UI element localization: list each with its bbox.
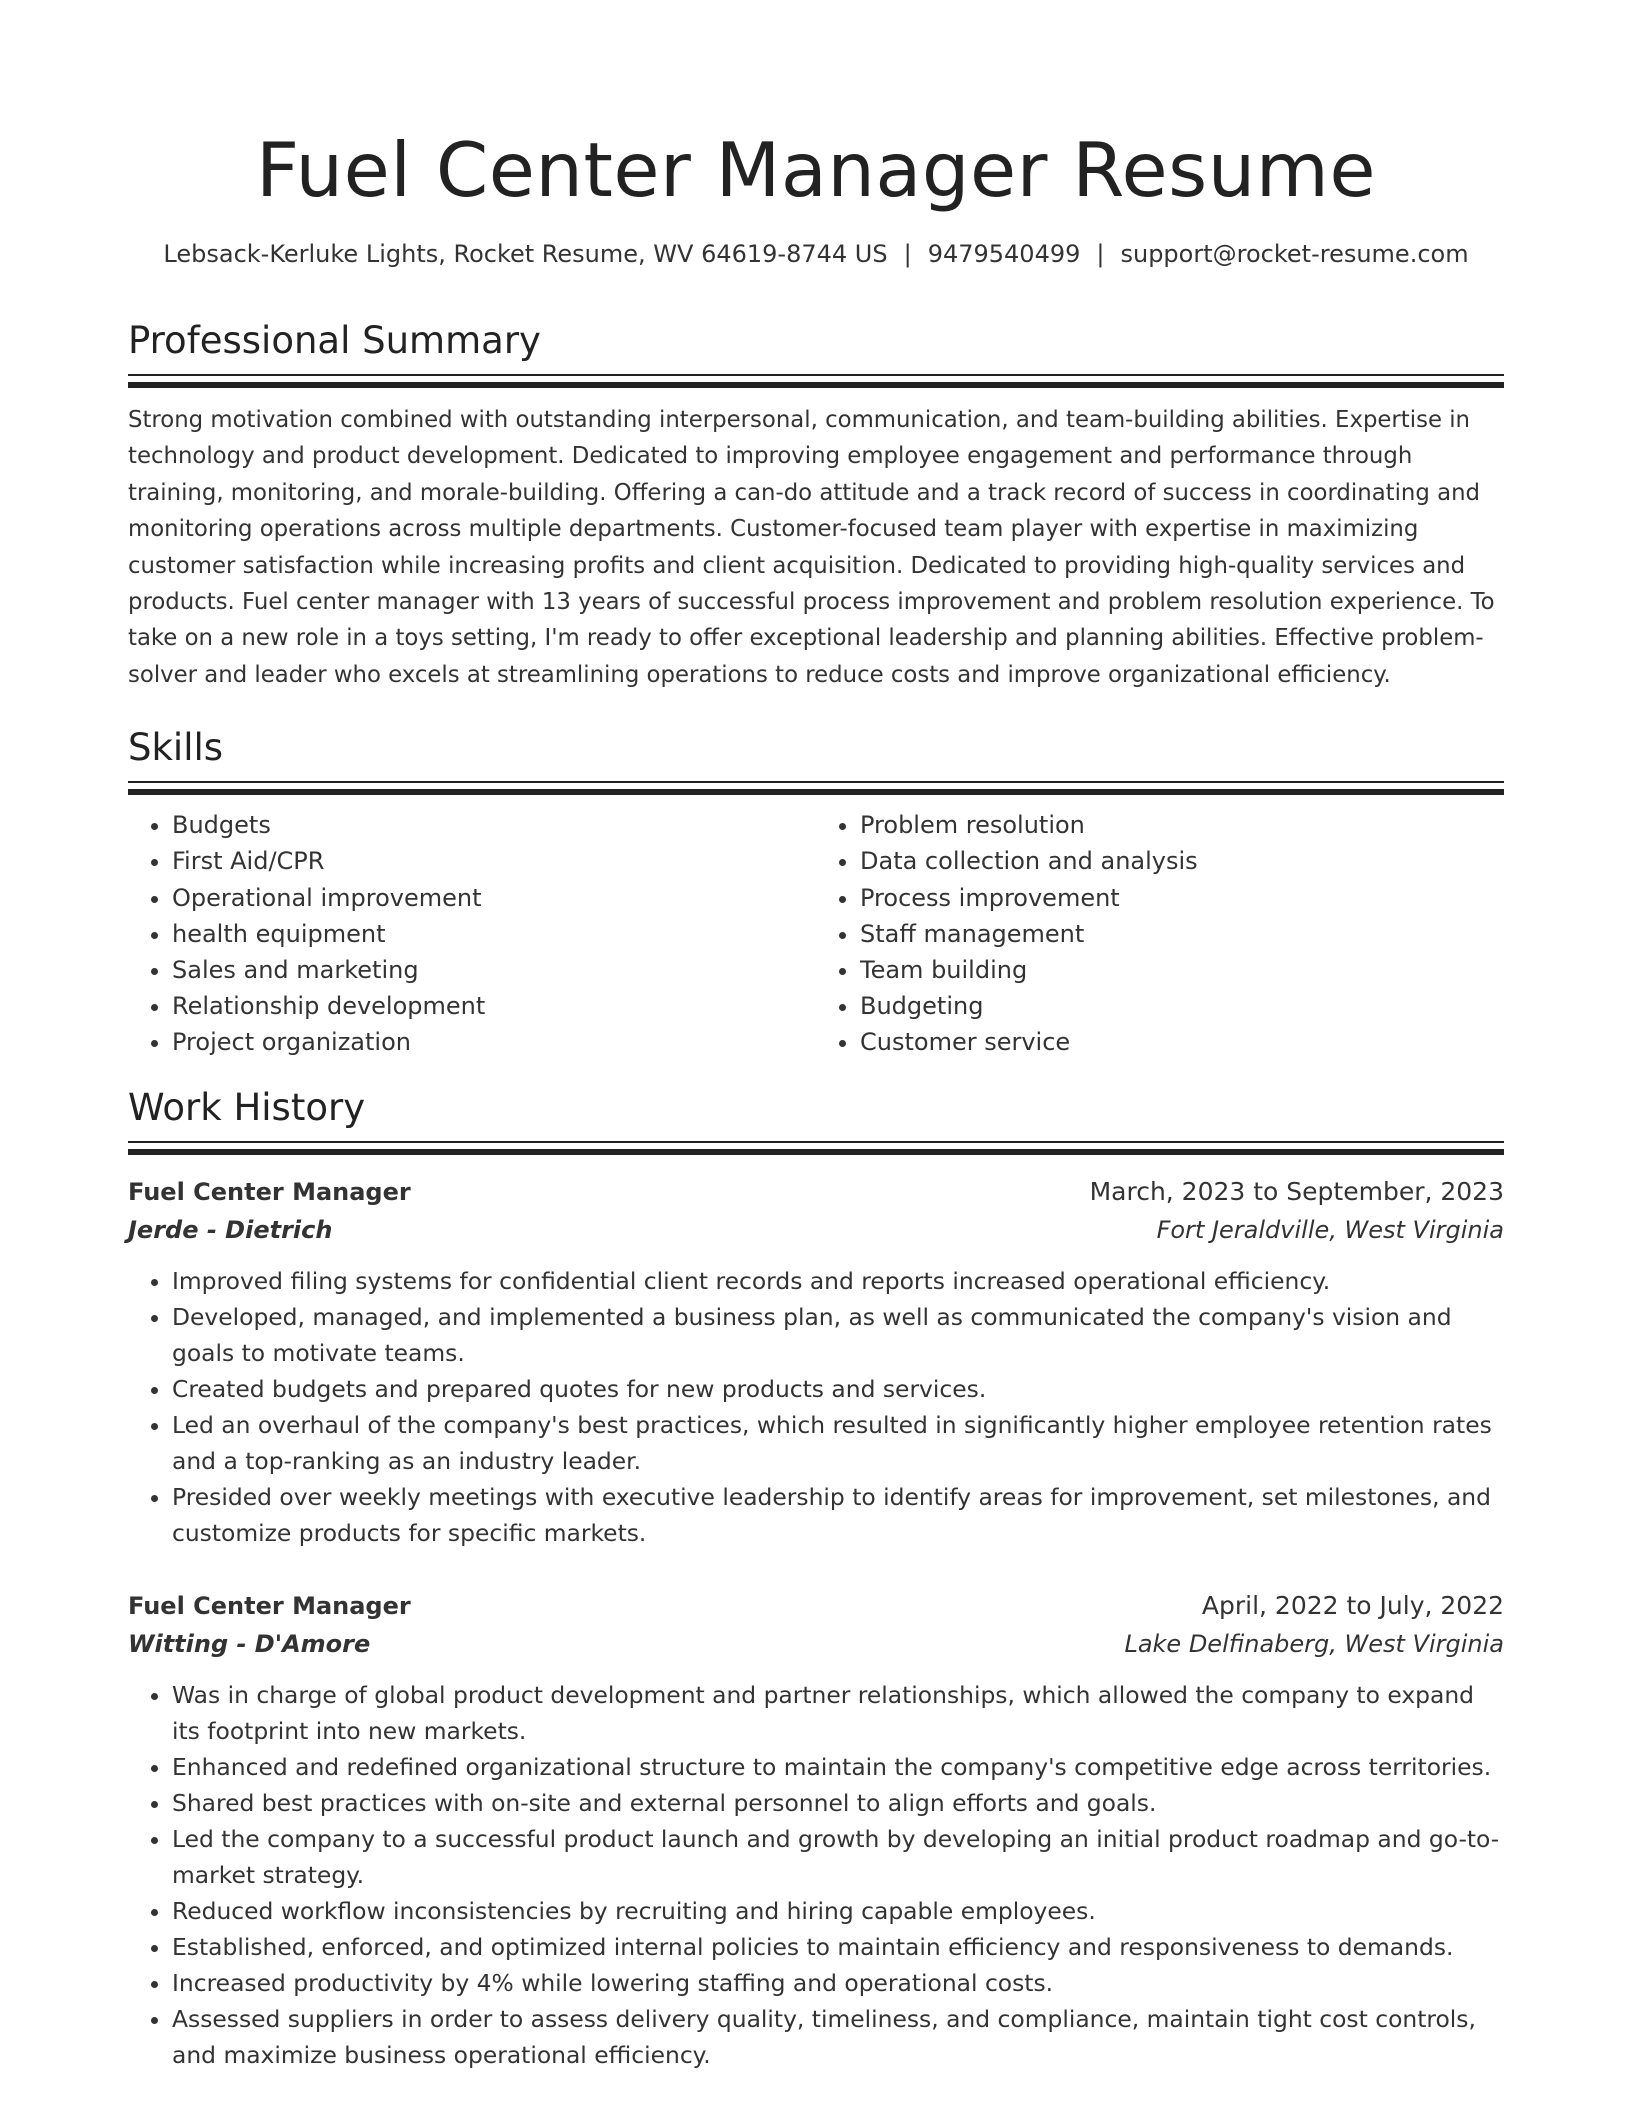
work-history-section [128, 1085, 1504, 2073]
job-bullet: • Assessed suppliers in order to assess delivery quality, timeliness, and compliance, maintain tight cost controls, and maximize business operational efficiency. [172, 2001, 1504, 2073]
job-location: Fort Jeraldville, West Virginia [1156, 1215, 1504, 1244]
job-bullet: • Was in charge of global product development and partner relationships, which allowed the company to expand its footprint into new markets. [172, 1677, 1504, 1749]
job-title: Fuel Center Manager [128, 1591, 411, 1620]
section-heading-summary: Professional Summary [128, 319, 541, 362]
section-heading-work: Work History [128, 1085, 366, 1129]
resume-page [128, 0, 1504, 2073]
job-subheader [128, 1625, 1504, 1663]
skills-columns [128, 807, 1504, 1060]
job-subheader [128, 1211, 1504, 1249]
skill-item: • Data collection and analysis [860, 843, 1504, 879]
job-company: Witting - D'Amore [128, 1629, 371, 1658]
skill-item: • Budgets [172, 807, 816, 843]
job-title: Fuel Center Manager [128, 1177, 411, 1206]
skill-item: • Sales and marketing [172, 952, 816, 988]
job-bullet: • Improved filing systems for confidential client records and reports increased operational efficiency. [172, 1263, 1504, 1299]
contact-separator: | [1096, 240, 1105, 268]
skills-section [128, 725, 1504, 1060]
section-divider [128, 781, 1504, 795]
professional-summary-section [128, 318, 1504, 693]
skill-item: • Problem resolution [860, 807, 1504, 843]
contact-line [128, 238, 1504, 270]
contact-address: Lebsack-Kerluke Lights, Rocket Resume, WV 64619-8744 US [163, 240, 888, 268]
job-bullets [128, 1263, 1504, 1551]
job-header [128, 1173, 1504, 1211]
job-bullet: • Established, enforced, and optimized internal policies to maintain efficiency and responsiveness to demands. [172, 1929, 1504, 1965]
contact-separator: | [903, 240, 912, 268]
contact-phone: 9479540499 [927, 240, 1081, 268]
job-dates: March, 2023 to September, 2023 [1089, 1176, 1504, 1206]
job-bullet: • Increased productivity by 4% while lowering staffing and operational costs. [172, 1965, 1504, 2001]
page-title: Fuel Center Manager Resume [256, 126, 1376, 214]
skill-item: • Process improvement [860, 880, 1504, 916]
job-bullet: • Developed, managed, and implemented a business plan, as well as communicated the company's vision and goals to motivate teams. [172, 1299, 1504, 1371]
job-entry [128, 1587, 1504, 2073]
job-bullet: • Led an overhaul of the company's best practices, which resulted in significantly higher employee retention rates and a top-ranking as an industry leader. [172, 1407, 1504, 1479]
skill-item: • Relationship development [172, 988, 816, 1024]
skill-item: • Project organization [172, 1024, 816, 1060]
job-bullet: • Enhanced and redefined organizational structure to maintain the company's competitive edge across territories. [172, 1749, 1504, 1785]
job-entry [128, 1173, 1504, 1551]
contact-email[interactable]: support@rocket-resume.com [1120, 240, 1469, 268]
skill-item: • Staff management [860, 916, 1504, 952]
job-location: Lake Delfinaberg, West Virginia [1124, 1629, 1504, 1658]
job-bullet: • Created budgets and prepared quotes for new products and services. [172, 1371, 1504, 1407]
job-header [128, 1587, 1504, 1625]
skill-item: • Customer service [860, 1024, 1504, 1060]
section-divider [128, 374, 1504, 388]
job-bullet: • Presided over weekly meetings with executive leadership to identify areas for improvement, set milestones, and customize products for specific markets. [172, 1479, 1504, 1551]
skill-item: • health equipment [172, 916, 816, 952]
job-company: Jerde - Dietrich [128, 1215, 333, 1244]
skills-list-right [816, 807, 1504, 1060]
skill-item: • Budgeting [860, 988, 1504, 1024]
section-heading-skills: Skills [128, 726, 224, 770]
summary-text: Strong motivation combined with outstanding interpersonal, communication, and team-building abilities. Expertise in technology and product development. Dedicated to improving employee engagement and performance through training, monitoring, and morale-building. Offering a can-do attitude and a track record of success in coordinating and monitoring operations across multiple departments. Customer-focused team player with expertise in maximizing customer satisfaction while increasing profits and client acquisition. Dedicated to providing high-quality services and products. Fuel center manager with 13 years of successful process improvement and problem resolution experience. To take on a new role in a toys setting, I'm ready to offer exceptional leadership and planning abilities. Effective problem-solver and leader who excels at streamlining operations to reduce costs and improve organizational efficiency. [128, 407, 1495, 688]
job-bullet: • Led the company to a successful product launch and growth by developing an initial product roadmap and go-to-market strategy. [172, 1821, 1504, 1893]
job-bullet: • Shared best practices with on-site and external personnel to align efforts and goals. [172, 1785, 1504, 1821]
skill-item: • Operational improvement [172, 880, 816, 916]
skills-list-left [128, 807, 816, 1060]
job-bullets [128, 1677, 1504, 2073]
job-dates: April, 2022 to July, 2022 [1201, 1590, 1504, 1620]
section-divider [128, 1141, 1504, 1155]
job-bullet: • Reduced workflow inconsistencies by recruiting and hiring capable employees. [172, 1893, 1504, 1929]
skill-item: • First Aid/CPR [172, 843, 816, 879]
skill-item: • Team building [860, 952, 1504, 988]
